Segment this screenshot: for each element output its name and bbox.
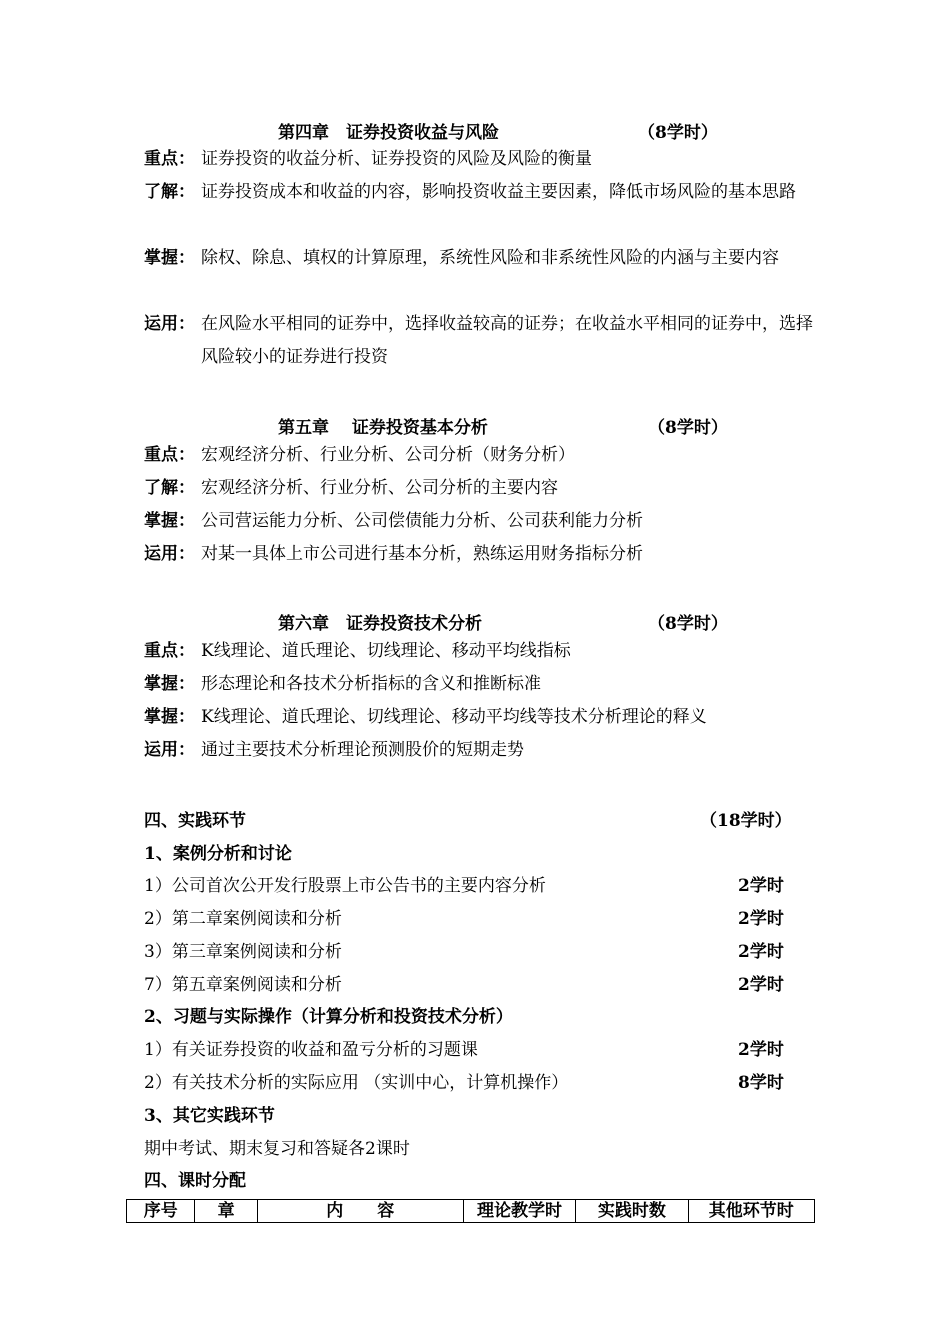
practice-row-hours: 2学时 [738,975,784,995]
chapter-4-item [144,176,814,209]
item-text: 宏观经济分析、行业分析、公司分析（财务分析） [201,445,575,465]
column-header: 其他环节时 [688,1200,814,1223]
item-label: 掌握： [144,248,195,268]
practice-heading: 四、实践环节 [144,811,246,831]
chapter-6-title: 第六章 证券投资技术分析 [278,614,482,634]
item-label: 运用： [144,740,195,760]
chapter-6-item [144,701,814,734]
column-header: 理论教学时 [463,1200,576,1223]
chapter-5-title: 第五章 证券投资基本分析 [278,418,488,438]
chapter-6-hours: （8学时） [648,614,728,634]
item-label: 了解： [144,478,195,498]
chapter-5-item [144,439,814,472]
item-text: 通过主要技术分析理论预测股价的短期走势 [201,740,524,760]
practice-row-hours: 2学时 [738,909,784,929]
item-text: 证券投资成本和收益的内容，影响投资收益主要因素，降低市场风险的基本思路 [201,182,796,202]
item-label: 重点： [144,641,195,661]
chapter-5-item [144,505,814,538]
practice-sub1-heading: 1、案例分析和讨论 [144,844,292,864]
practice-sub3-text: 期中考试、期末复习和答疑各2课时 [144,1139,410,1159]
item-text: K线理论、道氏理论、切线理论、移动平均线等技术分析理论的释义 [201,707,707,727]
chapter-6-item [144,668,814,701]
practice-row-hours: 8学时 [738,1073,784,1093]
practice-row: 7）第五章案例阅读和分析 [144,975,342,995]
chapter-4-item [144,308,814,374]
allocation-heading: 四、课时分配 [144,1171,246,1191]
item-text: 对某一具体上市公司进行基本分析，熟练运用财务指标分析 [201,544,643,564]
practice-hours: （18学时） [700,811,792,831]
item-text: 除权、除息、填权的计算原理，系统性风险和非系统性风险的内涵与主要内容 [201,248,779,268]
chapter-5-item [144,472,814,505]
item-label: 运用： [144,544,195,564]
chapter-4-hours: （8学时） [638,123,718,143]
practice-row: 3）第三章案例阅读和分析 [144,942,342,962]
item-label: 重点： [144,149,195,169]
column-header: 实践时数 [576,1200,688,1223]
item-label: 运用： [144,314,195,334]
chapter-5-hours: （8学时） [648,418,728,438]
chapter-4-item [144,242,814,275]
table-header-row [127,1200,815,1223]
practice-row: 1）有关证券投资的收益和盈亏分析的习题课 [144,1040,478,1060]
item-text: 公司营运能力分析、公司偿债能力分析、公司获利能力分析 [201,511,643,531]
chapter-6-item [144,734,814,767]
practice-sub3-heading: 3、其它实践环节 [144,1106,275,1126]
practice-sub2-heading: 2、习题与实际操作（计算分析和投资技术分析） [144,1007,513,1027]
chapter-6-item [144,635,814,668]
practice-row: 2）有关技术分析的实际应用 （实训中心，计算机操作） [144,1073,569,1093]
column-header: 序号 [127,1200,195,1223]
item-text: 形态理论和各技术分析指标的含义和推断标准 [201,674,541,694]
item-label: 掌握： [144,511,195,531]
item-label: 掌握： [144,674,195,694]
item-label: 了解： [144,182,195,202]
item-label: 掌握： [144,707,195,727]
practice-row: 2）第二章案例阅读和分析 [144,909,342,929]
allocation-table [126,1199,815,1223]
practice-row-hours: 2学时 [738,1040,784,1060]
chapter-4-item [144,143,814,176]
practice-row-hours: 2学时 [738,942,784,962]
practice-row: 1）公司首次公开发行股票上市公告书的主要内容分析 [144,876,546,896]
column-header: 内 容 [257,1200,463,1223]
practice-row-hours: 2学时 [738,876,784,896]
item-text: K线理论、道氏理论、切线理论、移动平均线指标 [201,641,571,661]
column-header: 章 [195,1200,257,1223]
item-text: 在风险水平相同的证券中，选择收益较高的证券；在收益水平相同的证券中，选择风险较小的证券进行投资 [201,314,813,367]
chapter-4-title: 第四章 证券投资收益与风险 [278,123,499,143]
item-label: 重点： [144,445,195,465]
chapter-5-item [144,538,814,571]
item-text: 宏观经济分析、行业分析、公司分析的主要内容 [201,478,558,498]
item-text: 证券投资的收益分析、证券投资的风险及风险的衡量 [201,149,592,169]
